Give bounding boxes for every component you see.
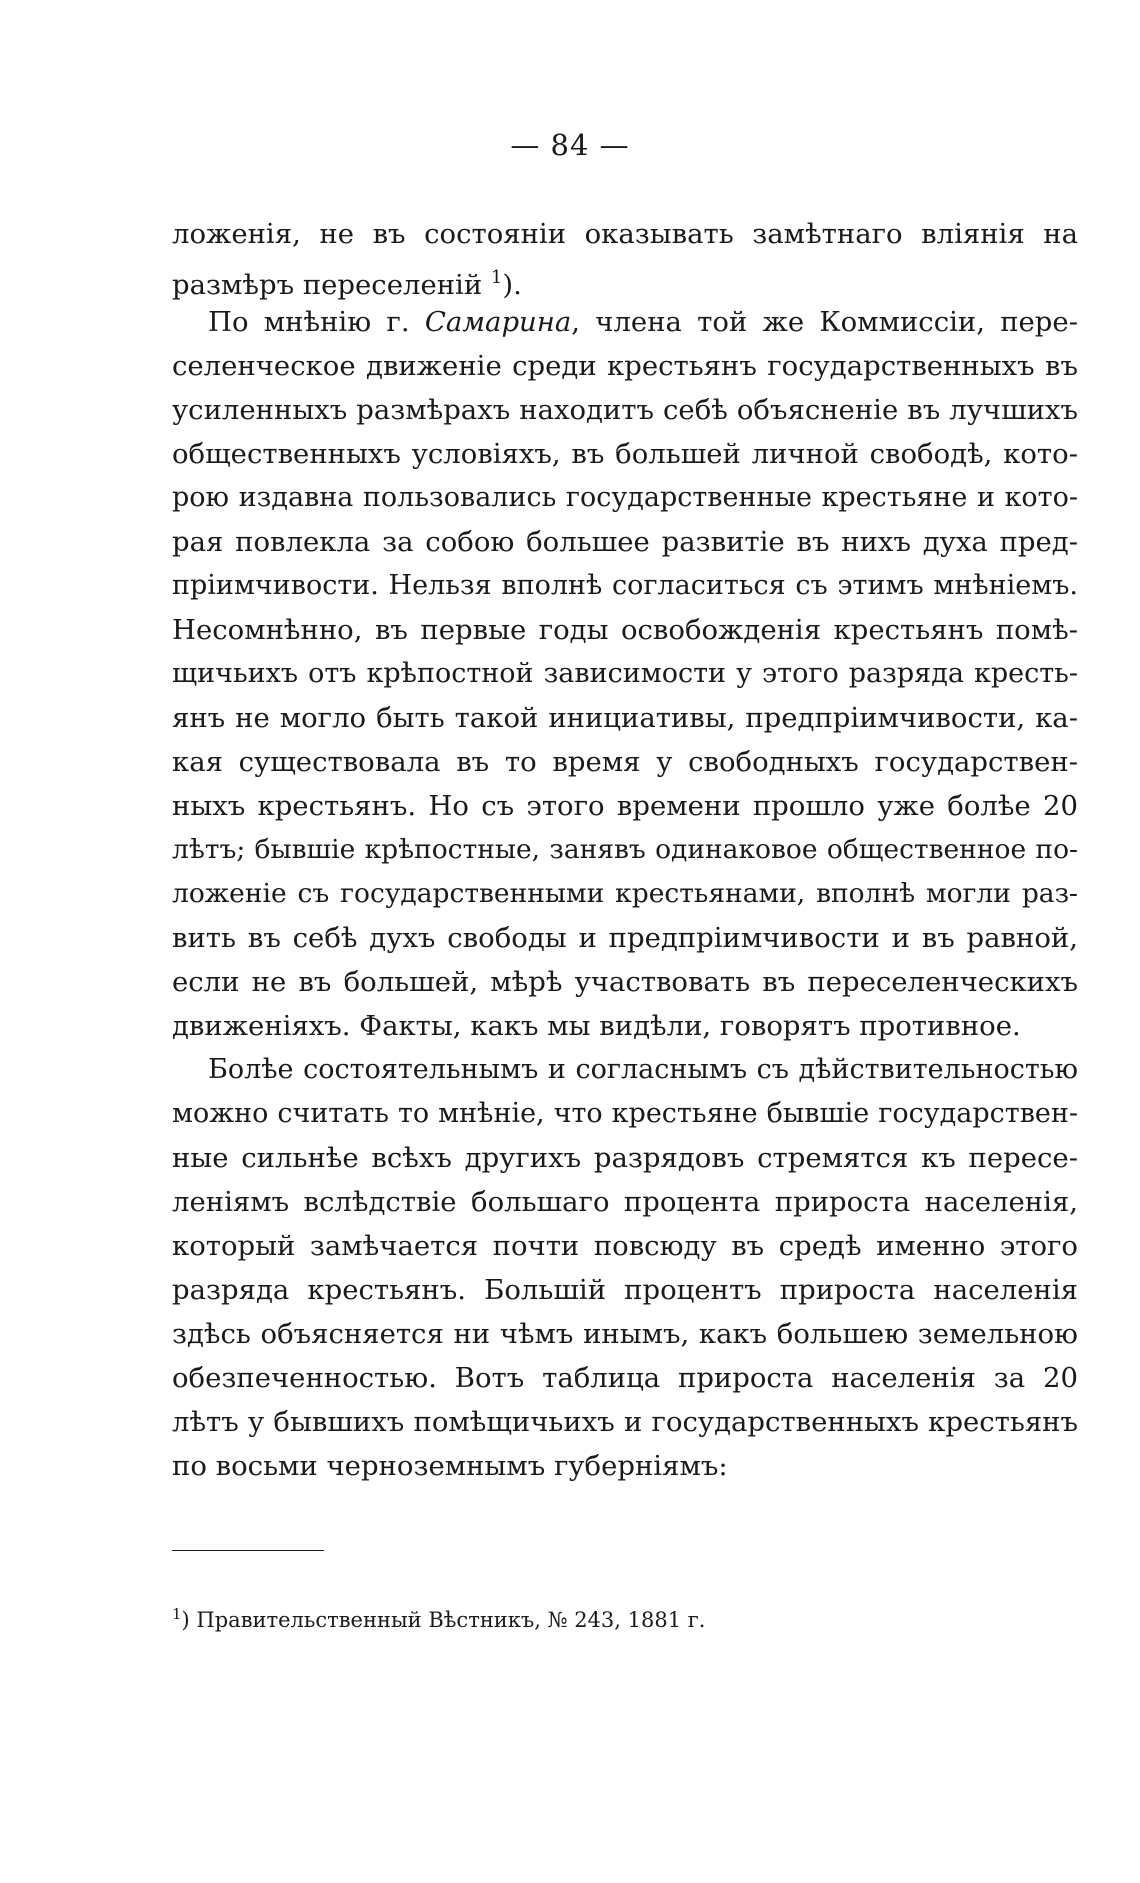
text-line: обезпеченностью. Вотъ таблица прироста населенія за 20 — [172, 1362, 1078, 1394]
footnote-text: ) Правительственный Вѣстникъ, № 243, 1881 г. — [181, 1608, 706, 1632]
text-line: разряда крестьянъ. Большій процентъ прироста населенія — [172, 1274, 1078, 1306]
text-line: щичьихъ отъ крѣпостной зависимости у этого разряда кресть- — [172, 658, 1078, 689]
text-segment: ). — [502, 269, 522, 301]
text-line: усиленныхъ размѣрахъ находитъ себѣ объясненіе въ лучшихъ — [172, 394, 1078, 426]
text-line: рою издавна пользовались государственные крестьяне и кото- — [172, 482, 1078, 513]
text-line: общественныхъ условіяхъ, въ большей личной свободѣ, кото- — [172, 438, 1078, 470]
footnote — [172, 1599, 705, 1635]
text-line: янъ не могло быть такой инициативы, предпріимчивости, ка- — [172, 702, 1078, 734]
text-line: Болѣе состоятельнымъ и согласнымъ съ дѣйствительностью — [208, 1054, 1078, 1085]
text-line: ныхъ крестьянъ. Но съ этого времени прошло уже болѣе 20 — [172, 790, 1078, 822]
text-line: ные сильнѣе всѣхъ другихъ разрядовъ стремятся къ пересе- — [172, 1142, 1078, 1174]
text-line: селенческое движеніе среди крестьянъ государственныхъ въ — [172, 350, 1078, 382]
text-line: который замѣчается почти повсюду въ средѣ именно этого — [172, 1230, 1078, 1262]
text-line: по восьми черноземнымъ губерніямъ: — [172, 1450, 728, 1482]
text-line — [208, 300, 1078, 344]
text-segment: размѣръ переселеній — [172, 269, 483, 301]
text-line: вить въ себѣ духъ свободы и предпріимчивости и въ равной, — [172, 922, 1078, 954]
text-line: леніямъ вслѣдствіе большаго процента прироста населенія, — [172, 1186, 1078, 1218]
person-name: Самарина — [424, 306, 572, 338]
text-line: движеніяхъ. Факты, какъ мы видѣли, говорятъ противное. — [172, 1010, 1021, 1042]
footnote-ref[interactable]: 1 — [490, 267, 503, 288]
text-line: если не въ большей, мѣрѣ участвовать въ переселенческихъ — [172, 966, 1078, 998]
text-line: рая повлекла за собою большее развитіе въ нихъ духа пред- — [172, 526, 1078, 558]
text-line: лѣтъ; бывшіе крѣпостные, занявъ одинаковое общественное по- — [172, 834, 1078, 865]
text-line: ложенія, не въ состояніи оказывать замѣтнаго вліянія на — [172, 218, 1078, 250]
text-line: здѣсь объясняется ни чѣмъ инымъ, какъ большею земельною — [172, 1318, 1078, 1350]
text-line: ложеніе съ государственными крестьянами, вполнѣ могли раз- — [172, 878, 1078, 909]
text-line: Несомнѣнно, въ первые годы освобожденія крестьянъ помѣ- — [172, 614, 1078, 646]
footnote-mark: 1 — [172, 1605, 182, 1623]
text-line: пріимчивости. Нельзя вполнѣ согласиться съ этимъ мнѣніемъ. — [172, 570, 1078, 601]
page-number: — 84 — — [510, 128, 630, 162]
text-segment: По мнѣнію г. — [208, 306, 410, 338]
text-segment: , члена той же Коммиссіи, пере- — [571, 306, 1078, 338]
text-line: кая существовала въ то время у свободныхъ государствен- — [172, 746, 1078, 778]
text-line: можно считать то мнѣніе, что крестьяне бывшіе государствен- — [172, 1098, 1078, 1129]
footnote-divider — [172, 1550, 324, 1551]
text-line: лѣтъ у бывшихъ помѣщичьихъ и государственныхъ крестьянъ — [172, 1406, 1078, 1438]
